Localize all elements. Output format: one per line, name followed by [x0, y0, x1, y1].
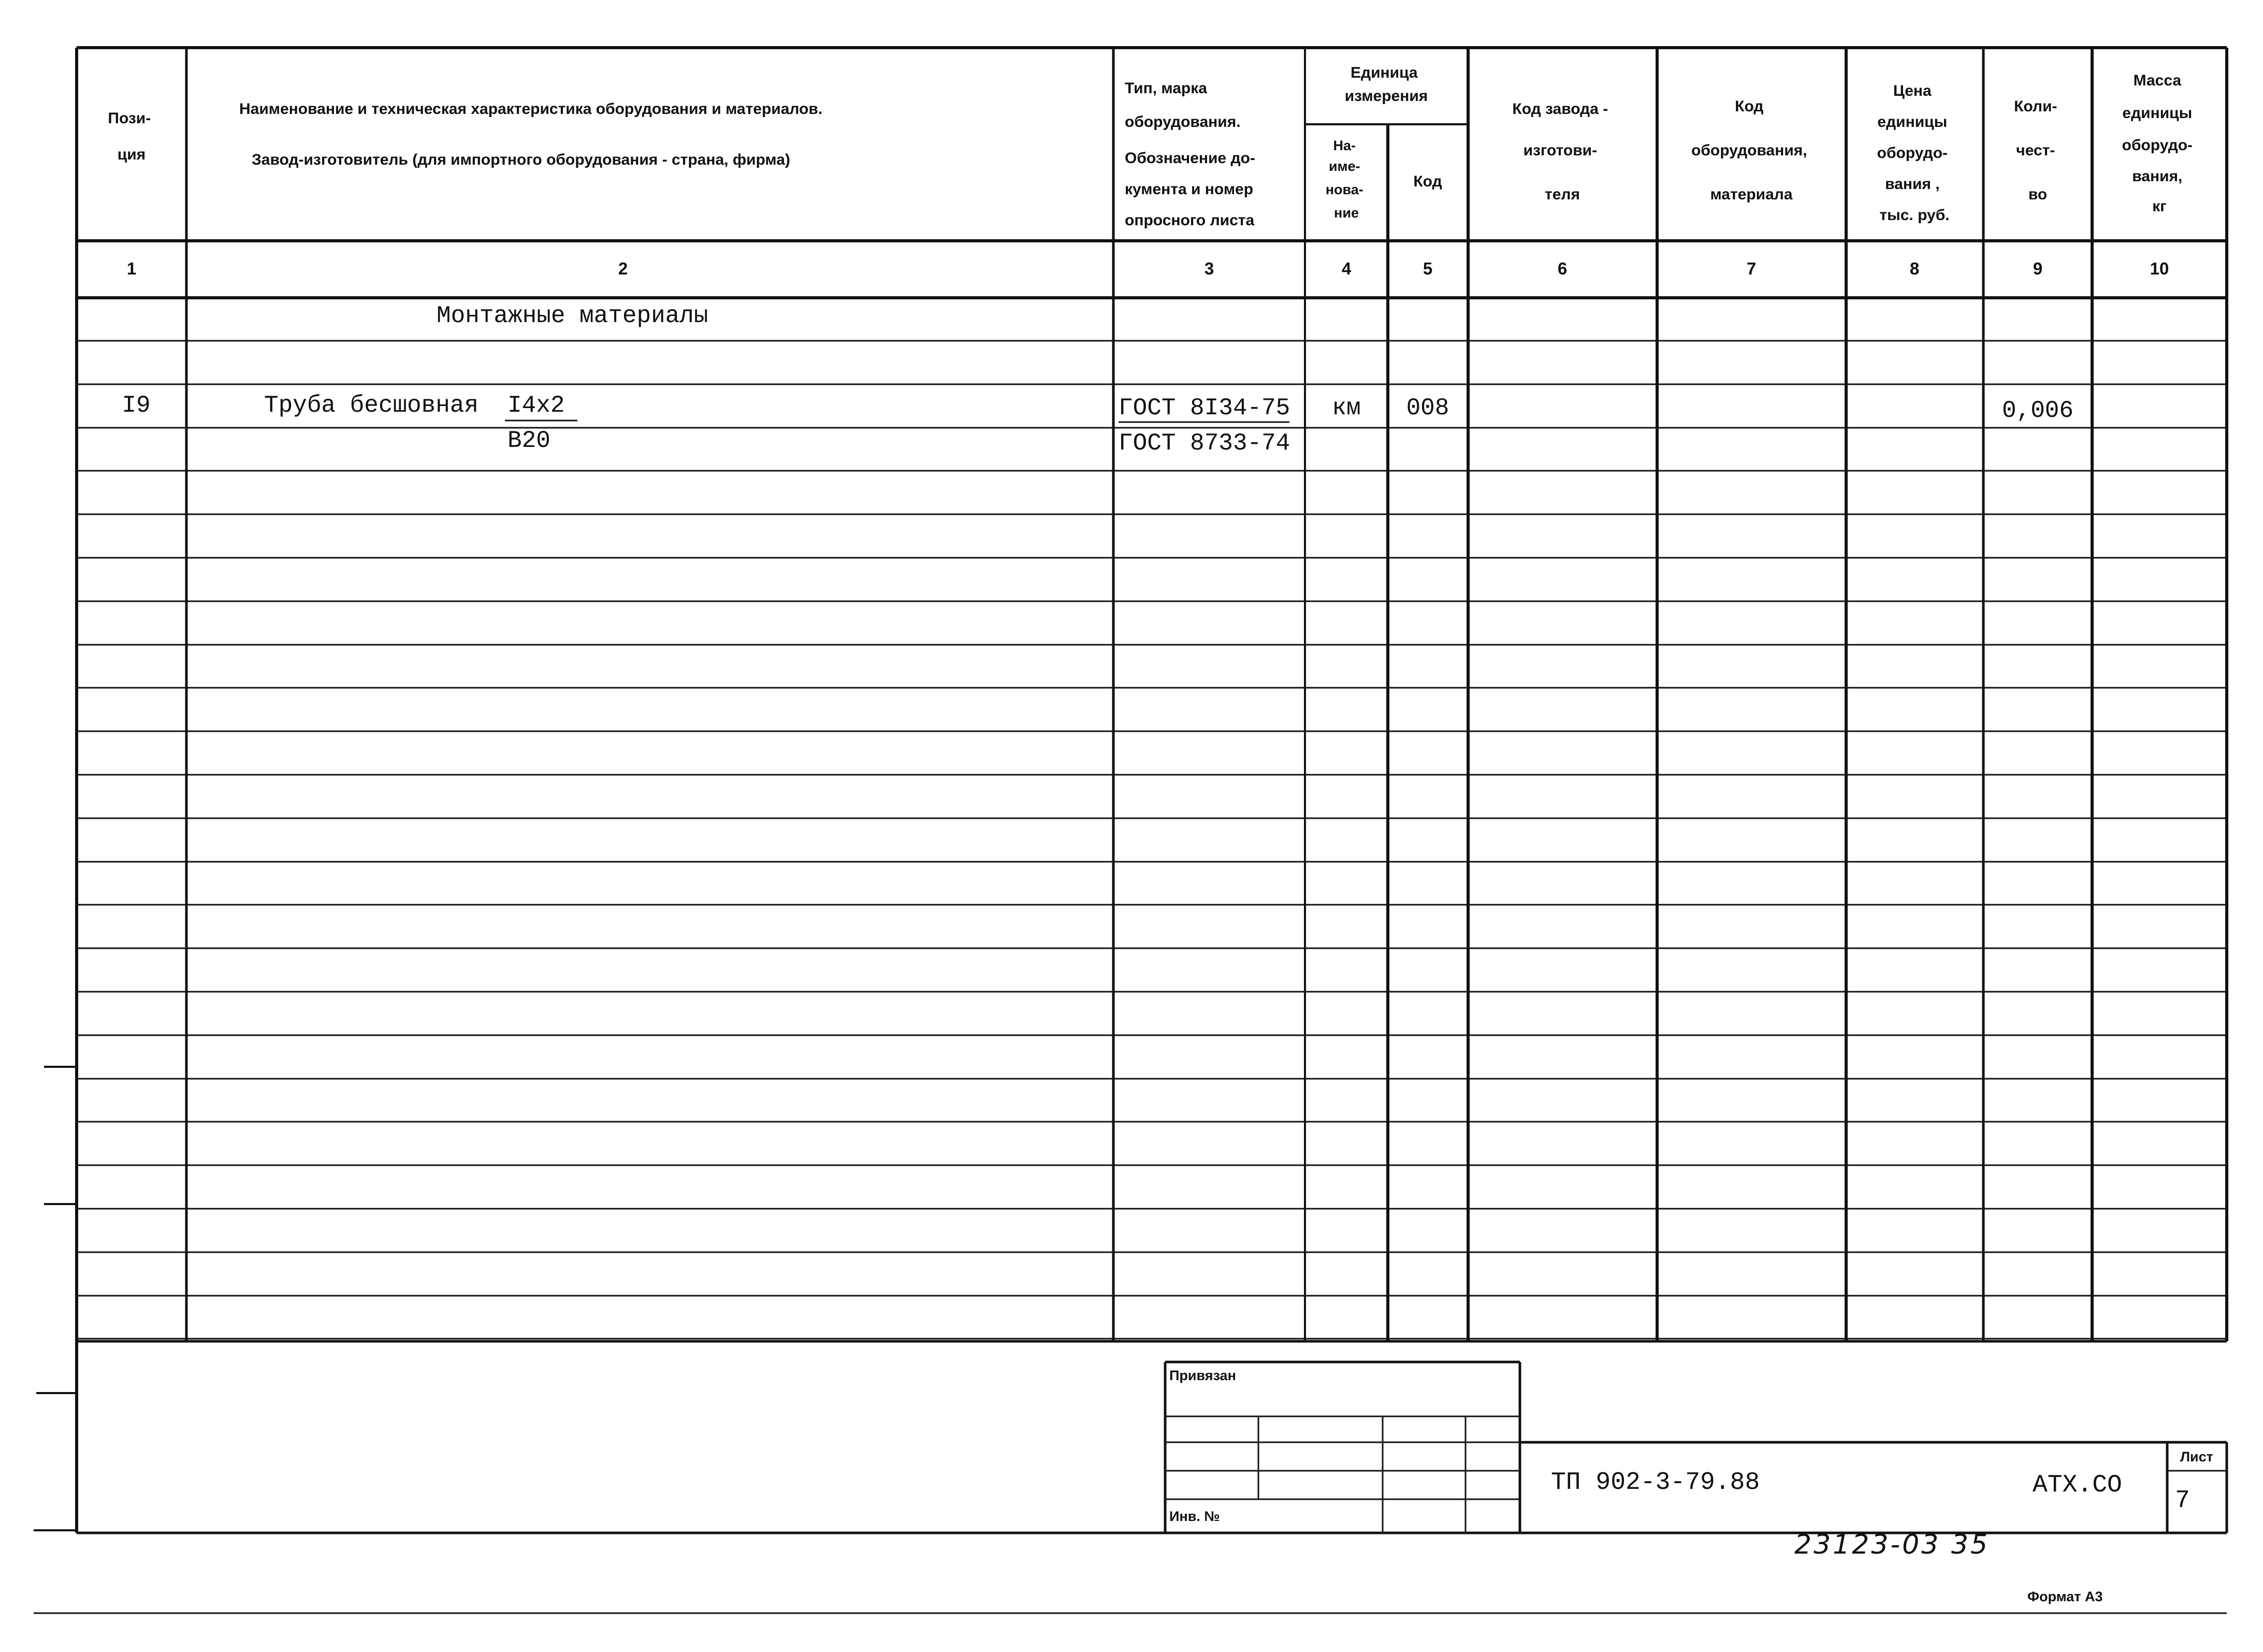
col-number: 2 — [618, 259, 628, 278]
row-quantity: 0,006 — [2001, 397, 2074, 424]
row-name: Труба бесшовная — [264, 392, 479, 419]
title-block — [1165, 1362, 2227, 1533]
row-doc-2: ГОСТ 8733-74 — [1119, 430, 1290, 457]
col-number: 9 — [2033, 259, 2043, 278]
row-grade: B20 — [507, 427, 550, 454]
table-row — [122, 392, 2073, 457]
document-code: АТХ.СО — [2033, 1471, 2122, 1499]
header-name: Наименование и техническая характеристика оборудования и материалов. Завод-изготовитель (для импортного оборудования - страна, фирма) — [239, 100, 823, 168]
header-position: Пози- ция — [108, 110, 151, 163]
row-size: I4x2 — [507, 392, 565, 419]
col-number: 6 — [1557, 259, 1568, 278]
header-mass: Масса единицы оборудо- вания, кг — [2122, 72, 2193, 215]
col-number: 10 — [2150, 259, 2169, 278]
col-number: 1 — [126, 259, 137, 278]
col-number: 7 — [1746, 259, 1757, 278]
header-unit-name: На- име- нова- ние — [1325, 138, 1363, 221]
table-grid — [34, 48, 2227, 1613]
header-unit-group: Единица измерения — [1344, 64, 1428, 105]
row-unit-code: 008 — [1406, 395, 1449, 422]
col-number: 3 — [1204, 259, 1214, 278]
document-designation: ТП 902-3-79.88 — [1551, 1469, 1760, 1497]
table-body — [122, 302, 2073, 457]
sheet-label: Лист — [2180, 1449, 2213, 1465]
header-quantity: Коли- чест- во — [2014, 98, 2057, 203]
sheet-number: 7 — [2175, 1487, 2190, 1515]
archive-number: 23123-03 35 — [1794, 1529, 1990, 1560]
col-number: 5 — [1423, 259, 1433, 278]
col-number: 8 — [1909, 259, 1920, 278]
column-numbers-row — [127, 259, 2169, 278]
title-block-text — [1169, 1368, 2213, 1604]
row-unit: км — [1332, 395, 1361, 422]
row-position: I9 — [122, 392, 151, 419]
header-type: Тип, марка оборудования. Обозначение до- кумента и номер опросного листа — [1125, 80, 1255, 229]
inventory-label: Инв. № — [1169, 1509, 1220, 1524]
table-header — [108, 64, 2197, 229]
format-label: Формат А3 — [2027, 1589, 2103, 1604]
attached-label: Привязан — [1169, 1368, 1236, 1383]
header-factory-code: Код завода - изготови- теля — [1512, 100, 1608, 203]
header-price: Цена единицы оборудо- вания , тыс. руб. — [1877, 82, 1950, 224]
col-number: 4 — [1341, 259, 1352, 278]
section-title: Монтажные материалы — [437, 302, 708, 329]
row-doc-1: ГОСТ 8I34-75 — [1119, 395, 1290, 422]
header-unit-code: Код — [1413, 173, 1442, 190]
header-equipment-code: Код оборудования, материала — [1691, 98, 1807, 203]
